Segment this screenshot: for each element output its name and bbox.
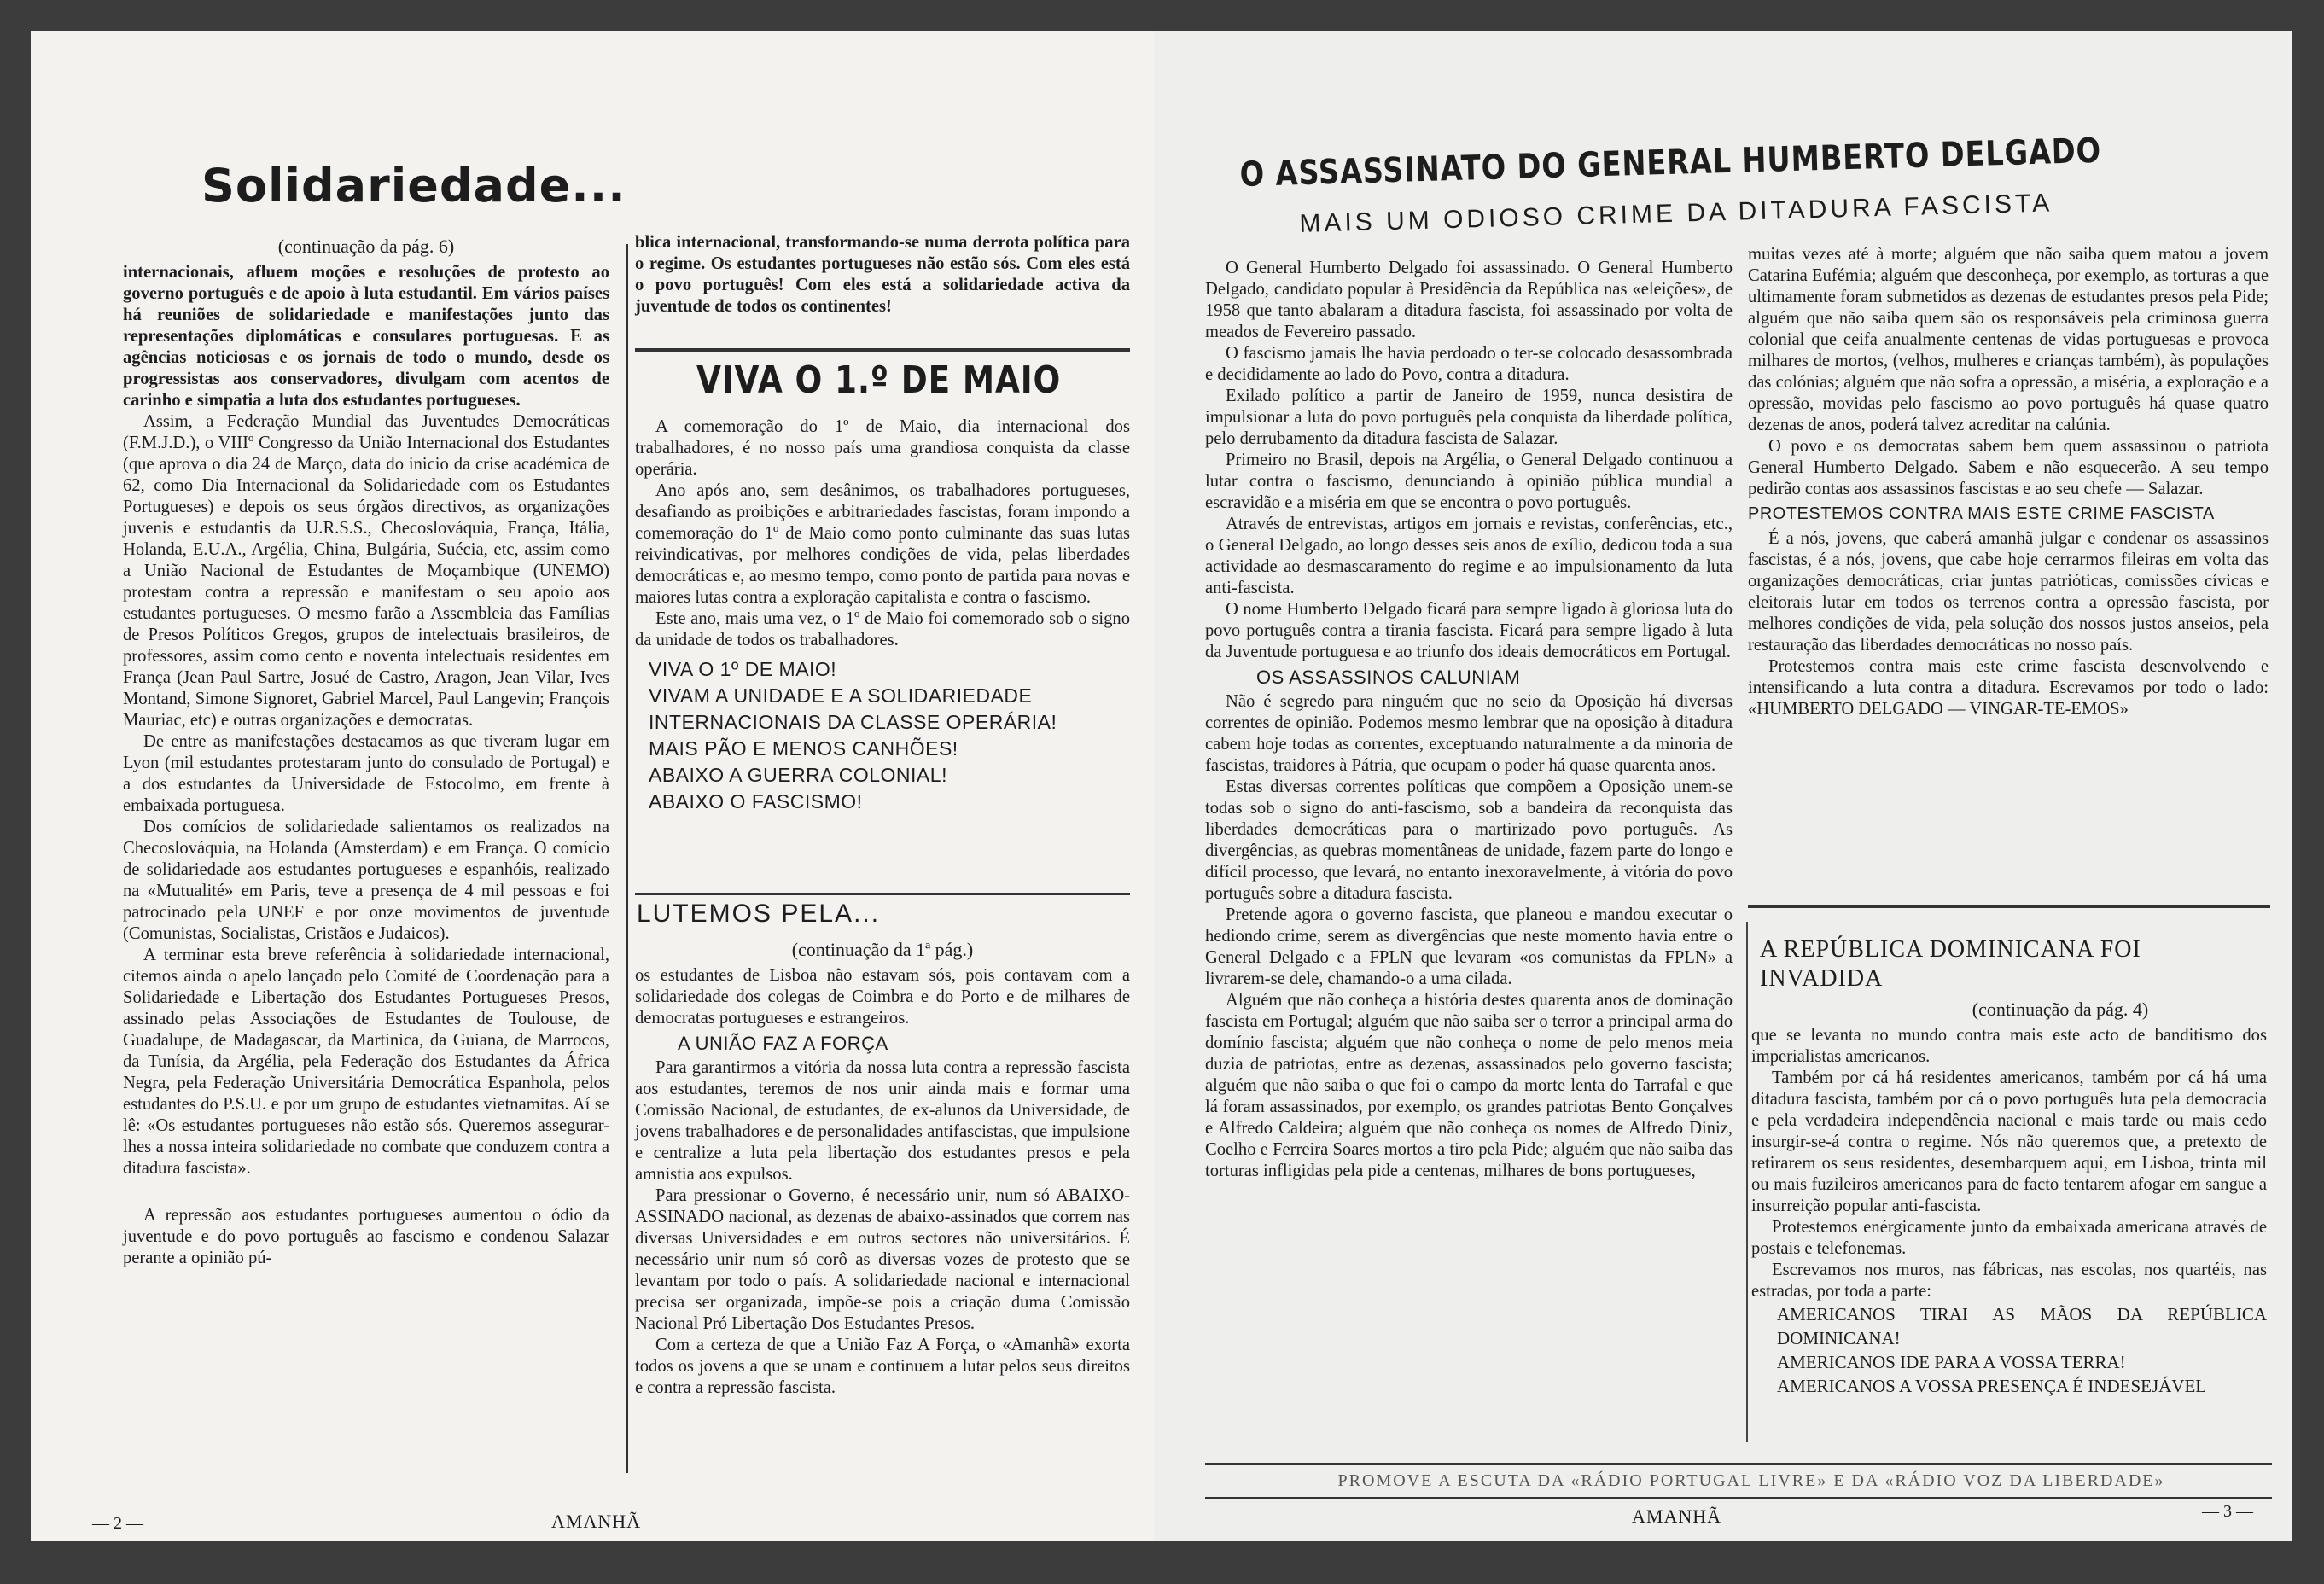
solidariedade-title: Solidariedade...	[201, 159, 626, 213]
paragraph: Com a certeza de que a União Faz A Força, o «Amanhã» exorta todos os jovens a que se unam e continuem a lutar pelos seus direitos e contra a repressão fascista.	[635, 1336, 1130, 1397]
caluniam-heading: OS ASSASSINOS CALUNIAM	[1256, 667, 1521, 688]
section-rule	[635, 348, 1130, 352]
slogan: VIVA O 1º DE MAIO!	[649, 658, 837, 680]
paragraph: Ano após ano, sem desânimos, os trabalhadores portugueses, desafiando as proibições e arbitrariedades fascistas, foram impondo a comemoração do 1º de Maio como ponto culminante das suas lutas reivindicativas, por melhores condições de vida, pelas liberdades democráticas e, ao mesmo tempo, como ponto de partida para novas e maiores lutas contra a exploração capitalista e contra o fascismo.	[635, 481, 1130, 607]
paragraph: O nome Humberto Delgado ficará para sempre ligado à gloriosa luta do povo português contra a tirania fascista. Ficará para sempre ligado à luta da Juventude portuguesa e ao triunfo dos ideais democráticos em Portugal.	[1205, 600, 1733, 661]
page-number: — 2 —	[92, 1514, 143, 1533]
column-divider	[626, 244, 628, 1473]
solidariedade-column-2	[635, 232, 1130, 317]
section-rule	[1205, 1497, 2272, 1499]
paragraph: Não é segredo para ninguém que no seio da Oposição há diversas correntes de opinião. Podemos mesmo lembrar que na oposição à ditadura cabem hoje todas as correntes, exceptuando naturalmente a da minoria de fascistas, traidores à Pátria, que ocupam o poder há quase quarenta anos.	[1205, 692, 1733, 775]
delgado-column-2	[1748, 244, 2269, 720]
lutemos-title: LUTEMOS PELA...	[637, 900, 881, 928]
paragraph: Para garantirmos a vitória da nossa luta contra a repressão fascista aos estudantes, teremos de nos unir ainda mais e formar uma Comissão Nacional, de estudantes, de ex-alunos da Universidade, de jovens trabalhadores e de personalidades antifascistas, que impulsione e centralize a luta pela libertação dos estudantes presos e pela amnistia aos expulsos.	[635, 1058, 1130, 1184]
paragraph: Primeiro no Brasil, depois na Argélia, o General Delgado continuou a lutar contra o fascismo, denunciando à opinião pública mundial a escravidão e a miséria em que se encontra o povo português.	[1205, 451, 1733, 512]
solidariedade-column	[123, 232, 609, 1269]
paragraph: Também por cá há residentes americanos, também por cá há uma ditadura fascista, também por cá o povo português luta pela democracia e pela verdadeira independência nacional e mais tarde ou mais cedo insurgir-se-á contra o regime. Nós não queremos que, a pretexto de retirarem os seus residentes, desembarquem aqui, em Lisboa, trinta mil ou mais fuzileiros americanos para de facto tentarem afogar em sangue a insurreição popular anti-fascista.	[1751, 1069, 2267, 1215]
paragraph: Protestemos enérgicamente junto da embaixada americana através de postais e telefonemas.	[1751, 1218, 2267, 1258]
dominicana-article	[1751, 995, 2267, 1398]
slogan: AMERICANOS IDE PARA A VOSSA TERRA!	[1777, 1352, 2126, 1372]
paragraph: De entre as manifestações destacamos as que tiveram lugar em Lyon (mil estudantes protestaram junto do consulado de Portugal) e a dos estudantes da Universidade de Estocolmo, em frente à embaixada portuguesa.	[123, 732, 609, 815]
paragraph: os estudantes de Lisboa não estavam sós, pois contavam com a solidariedade dos colegas de Coimbra e do Porto e de milhares de democratas portugueses e estrangeiros.	[635, 966, 1130, 1028]
footer-title: AMANHÃ	[1632, 1505, 1721, 1527]
delgado-headline: O ASSASSINATO DO GENERAL HUMBERTO DELGADO	[1239, 131, 2102, 195]
paragraph: Estas diversas correntes políticas que compõem a Oposição unem-se todas sob o signo do anti-fascismo, sob a bandeira da reconquista das liberdades democráticas para o martirizado povo português. As divergências, as quebras momentâneas de unidade, fazem parte do longo e difícil processo, que levará, no entanto inexoravelmente, à vitória do povo português sobre a ditadura fascista.	[1205, 777, 1733, 903]
paragraph: O povo e os democratas sabem bem quem assassinou o patriota General Humberto Delgado. Sabem e não esquecerão. A seu tempo pedirão contas aos assassinos fascistas e ao seu chefe — Salazar.	[1748, 437, 2269, 498]
dominicana-title: A REPÚBLICA DOMINICANA FOI INVADIDA	[1760, 936, 2141, 992]
paragraph: A terminar esta breve referência à solidariedade internacional, citemos ainda o apelo lançado pelo Comité de Coordenação para a Solidariedade e Libertação dos Estudantes Portugueses Presos, assinado pelas Associações de Estudantes de Toulouse, de Guadalupe, de Madagascar, da Martinica, da Guiana, de Marrocos, da Tunísia, da Argélia, pela Federação dos Estudantes da África Negra, pela Federação Universitária Democrática Espanhola, pelos estudantes do P.S.U. e por um grupo de estudantes vietnamitas. Aí se lê: «Os estudantes portugueses não estão sós. Queremos assegurar-lhes a nossa inteira solidariedade no combate que conduzem contra a ditadura fascista».	[123, 946, 609, 1178]
paragraph: O General Humberto Delgado foi assassinado. O General Humberto Delgado, candidato popular à Presidência da República nas «eleições», de 1958 que tanto abalaram a ditadura fascista, foi assassinado por volta de meados de Fevereiro passado.	[1205, 259, 1733, 341]
section-rule	[1748, 905, 2270, 908]
paragraph: Alguém que não conheça a história destes quarenta anos de dominação fascista em Portugal; alguém que não saiba ser o terror a principal arma do domínio fascista; alguém que não conheça o nome de pelo menos meia duzia de patriotas, entre as dezenas, assassinados pelo governo fascista; alguém que não saiba o que foi o campo da morte lenta do Tarrafal e que lá foram assassinados, por exemplo, os grandes patriotas Bento Gonçalves e Alfredo Caldeira; alguém que não conheça os nomes de Alfredo Diniz, Coelho e Ferreira Soares mortos a tiro pela Pide; alguém que não saiba das torturas infligidas pela pide a centenas, milhares de bons portugueses,	[1205, 991, 1733, 1180]
radio-banner: PROMOVE A ESCUTA DA «RÁDIO PORTUGAL LIVRE» E DA «RÁDIO VOZ DA LIBERDADE»	[1337, 1471, 2165, 1490]
paragraph: que se levanta no mundo contra mais este acto de banditismo dos imperialistas americanos.	[1751, 1026, 2267, 1066]
lutemos-article	[635, 935, 1130, 1399]
uniao-subheading: A UNIÃO FAZ A FORÇA	[678, 1033, 888, 1054]
paragraph: É a nós, jovens, que caberá amanhã julgar e condenar os assassinos fascistas, é a nós, jovens, que cabe hoje cerrarmos fileiras em volta das organizações democráticas, criar juntas patrióticas, comissões cívicas e eleitorais lutar em todos os terrenos contra a opressão fascista, por melhores condições de vida, pela solução dos nossos justos anseios, pela restauração das liberdades democráticas no nosso país.	[1748, 529, 2269, 655]
slogan: ABAIXO A GUERRA COLONIAL!	[649, 764, 947, 786]
paragraph: A comemoração do 1º de Maio, dia internacional dos trabalhadores, é no nosso país uma grandiosa conquista da classe operária.	[635, 417, 1130, 479]
paragraph: Dos comícios de solidariedade salientamos os realizados na Checoslováquia, na Holanda (Amsterdam) e em França. O comício de solidariedade aos estudantes portugueses e espanhóis, realizado na «Mutualité» em Paris, teve a presença de 4 mil pessoas e foi patrocinado pela UNEF e por onze movimentos de juventude (Comunistas, Socialistas, Cristãos e Judaicos).	[123, 818, 609, 943]
footer-title: AMANHÃ	[551, 1511, 641, 1532]
section-rule	[635, 893, 1130, 895]
paragraph: Assim, a Federação Mundial das Juventudes Democráticas (F.M.J.D.), o VIIIº Congresso da União Internacional dos Estudantes (que aprova o dia 24 de Março, data do inicio da crise académica de 62, como Dia Internacional da Solidariedade com os Estudantes Portugueses) e depois os seus órgãos directivos, as organizações juvenis e estudantis da U.R.S.S., Checoslováquia, França, Itália, Holanda, E.U.A., Argélia, China, Bulgária, Suécia, etc, assim como a União Nacional de Estudantes de Moçambique (UNEMO) protestam contra a repressão e manifestam o seu apoio aos estudantes portugueses. O mesmo farão a Assembleia das Famílias de Presos Políticos Gregos, grupos de intelectuais brasileiros, de professores, assim como cento e noventa intelectuais residentes em França (Jean Paul Sartre, Josué de Castro, Aragon, Jean Vilar, Ives Montand, Simone Signoret, Gabriel Marcel, Paul Langevin; François Mauriac, etc) e outras organizações e democratas.	[123, 412, 609, 730]
slogan: AMERICANOS TIRAI AS MÃOS DA REPÚBLICA DOMINICANA!	[1777, 1304, 2267, 1348]
continuation-note: (continuação da pág. 6)	[277, 236, 455, 257]
paragraph: Protestemos contra mais este crime fascista desenvolvendo e intensificando a luta contra a ditadura. Escrevamos por todo o lado: «HUMBERTO DELGADO — VINGAR-TE-EMOS»	[1748, 657, 2269, 719]
paragraph: A repressão aos estudantes portugueses aumentou o ódio da juventude e do povo português ao fascismo e condenou Salazar perante a opinião pú-	[123, 1206, 609, 1267]
paragraph: internacionais, afluem moções e resoluções de protesto ao governo português e de apoio à luta estudantil. Em vários países há reuniões de solidariedade e manifestações junto das representações diplomáticas e consulares portuguesas. E as agências noticiosas e os jornais de todo o mundo, desde os progressistas aos conservadores, divulgam com acentos de carinho e simpatia a luta dos estudantes portugueses.	[123, 263, 609, 410]
paragraph: Para pressionar o Governo, é necessário unir, num só ABAIXO-ASSINADO nacional, as dezenas de abaixo-assinados que correm nas diversas Universidades e em outros sectores não universitários. É necessário unir num só corô as diversas vozes de protesto que se levantam por todo o país. A solidariedade nacional e internacional precisa ser organizada, impõe-se pois a criação duma Comissão Nacional Pró Libertação Dos Estudantes Presos.	[635, 1186, 1130, 1333]
slogan: ABAIXO O FASCISMO!	[649, 790, 863, 812]
paragraph: Através de entrevistas, artigos em jornais e revistas, conferências, etc., o General Delgado, ao longo desses seis anos de exílio, dedicou toda a sua actividade ao desmascaramento do regime e ao impulsionamento da luta anti-fascista.	[1205, 515, 1733, 597]
slogan: VIVAM A UNIDADE E A SOLIDARIEDADE INTERNACIONAIS DA CLASSE OPERÁRIA!	[649, 684, 1057, 733]
maio-title: VIVA O 1.º DE MAIO	[696, 358, 1062, 402]
protestemos-heading: PROTESTEMOS CONTRA MAIS ESTE CRIME FASCISTA	[1748, 504, 2215, 523]
delgado-subheadline: MAIS UM ODIOSO CRIME DA DITADURA FASCISTA	[1299, 189, 2053, 238]
left-page	[31, 31, 1156, 1541]
paragraph: Este ano, mais uma vez, o 1º de Maio foi comemorado sob o signo da unidade de todos os trabalhadores.	[635, 609, 1130, 649]
paragraph: muitas vezes até à morte; alguém que não saiba quem matou a jovem Catarina Eufémia; alguém que desconheça, por exemplo, as torturas a que ultimamente foram submetidos as dezenas de estudantes presos pela Pide; alguém que não saiba quem são os responsáveis pela criminosa guerra colonial que ceifa anualmente centenas de vidas portuguesas e provoca milhares de mortos, (velhos, mulheres e crianças também), às populações das colónias; alguém que não sofra a opressão, a miséria, a exploração e a opressão, movidas pelo fascismo ao povo português há quase quatro dezenas de anos, poderá talvez acreditar na calúnia.	[1748, 245, 2269, 434]
slogan: AMERICANOS A VOSSA PRESENÇA É INDESEJÁVEL	[1777, 1376, 2207, 1396]
right-page	[1154, 31, 2292, 1541]
paragraph: O fascismo jamais lhe havia perdoado o ter-se colocado desassombrada e decididamente ao lado do Povo, contra a ditadura.	[1205, 344, 1733, 384]
paragraph: Escrevamos nos muros, nas fábricas, nas escolas, nos quartéis, nas estradas, por toda a parte:	[1751, 1261, 2267, 1301]
paragraph: Exilado político a partir de Janeiro de 1959, nunca desistira de impulsionar a luta do povo português pela conquista da liberdade política, pelo derrubamento da ditadura fascista de Salazar.	[1205, 387, 1733, 448]
maio-slogans	[635, 656, 1130, 815]
continuation-note: (continuação da 1ª pág.)	[791, 939, 974, 960]
dominicana-slogans	[1751, 1302, 2267, 1398]
maio-article	[635, 416, 1130, 815]
paragraph: blica internacional, transformando-se numa derrota política para o regime. Os estudantes portugueses não estão sós. Com eles está o povo português! Com eles está a solidariedade activa da juventude de todos os continentes!	[635, 233, 1130, 316]
slogan: MAIS PÃO E MENOS CANHÕES!	[649, 737, 958, 760]
continuation-note: (continuação da pág. 4)	[1972, 999, 2149, 1020]
paragraph: Pretende agora o governo fascista, que planeou e mandou executar o hediondo crime, serem as divergências que neste momento havia entre o General Delgado e a FPLN que levaram «os comunistas da FPLN» a livrarem-se dele, chamando-o a uma cilada.	[1205, 906, 1733, 988]
section-rule	[1205, 1463, 2272, 1465]
page-number: — 3 —	[2202, 1502, 2253, 1521]
delgado-column	[1205, 258, 1733, 1182]
